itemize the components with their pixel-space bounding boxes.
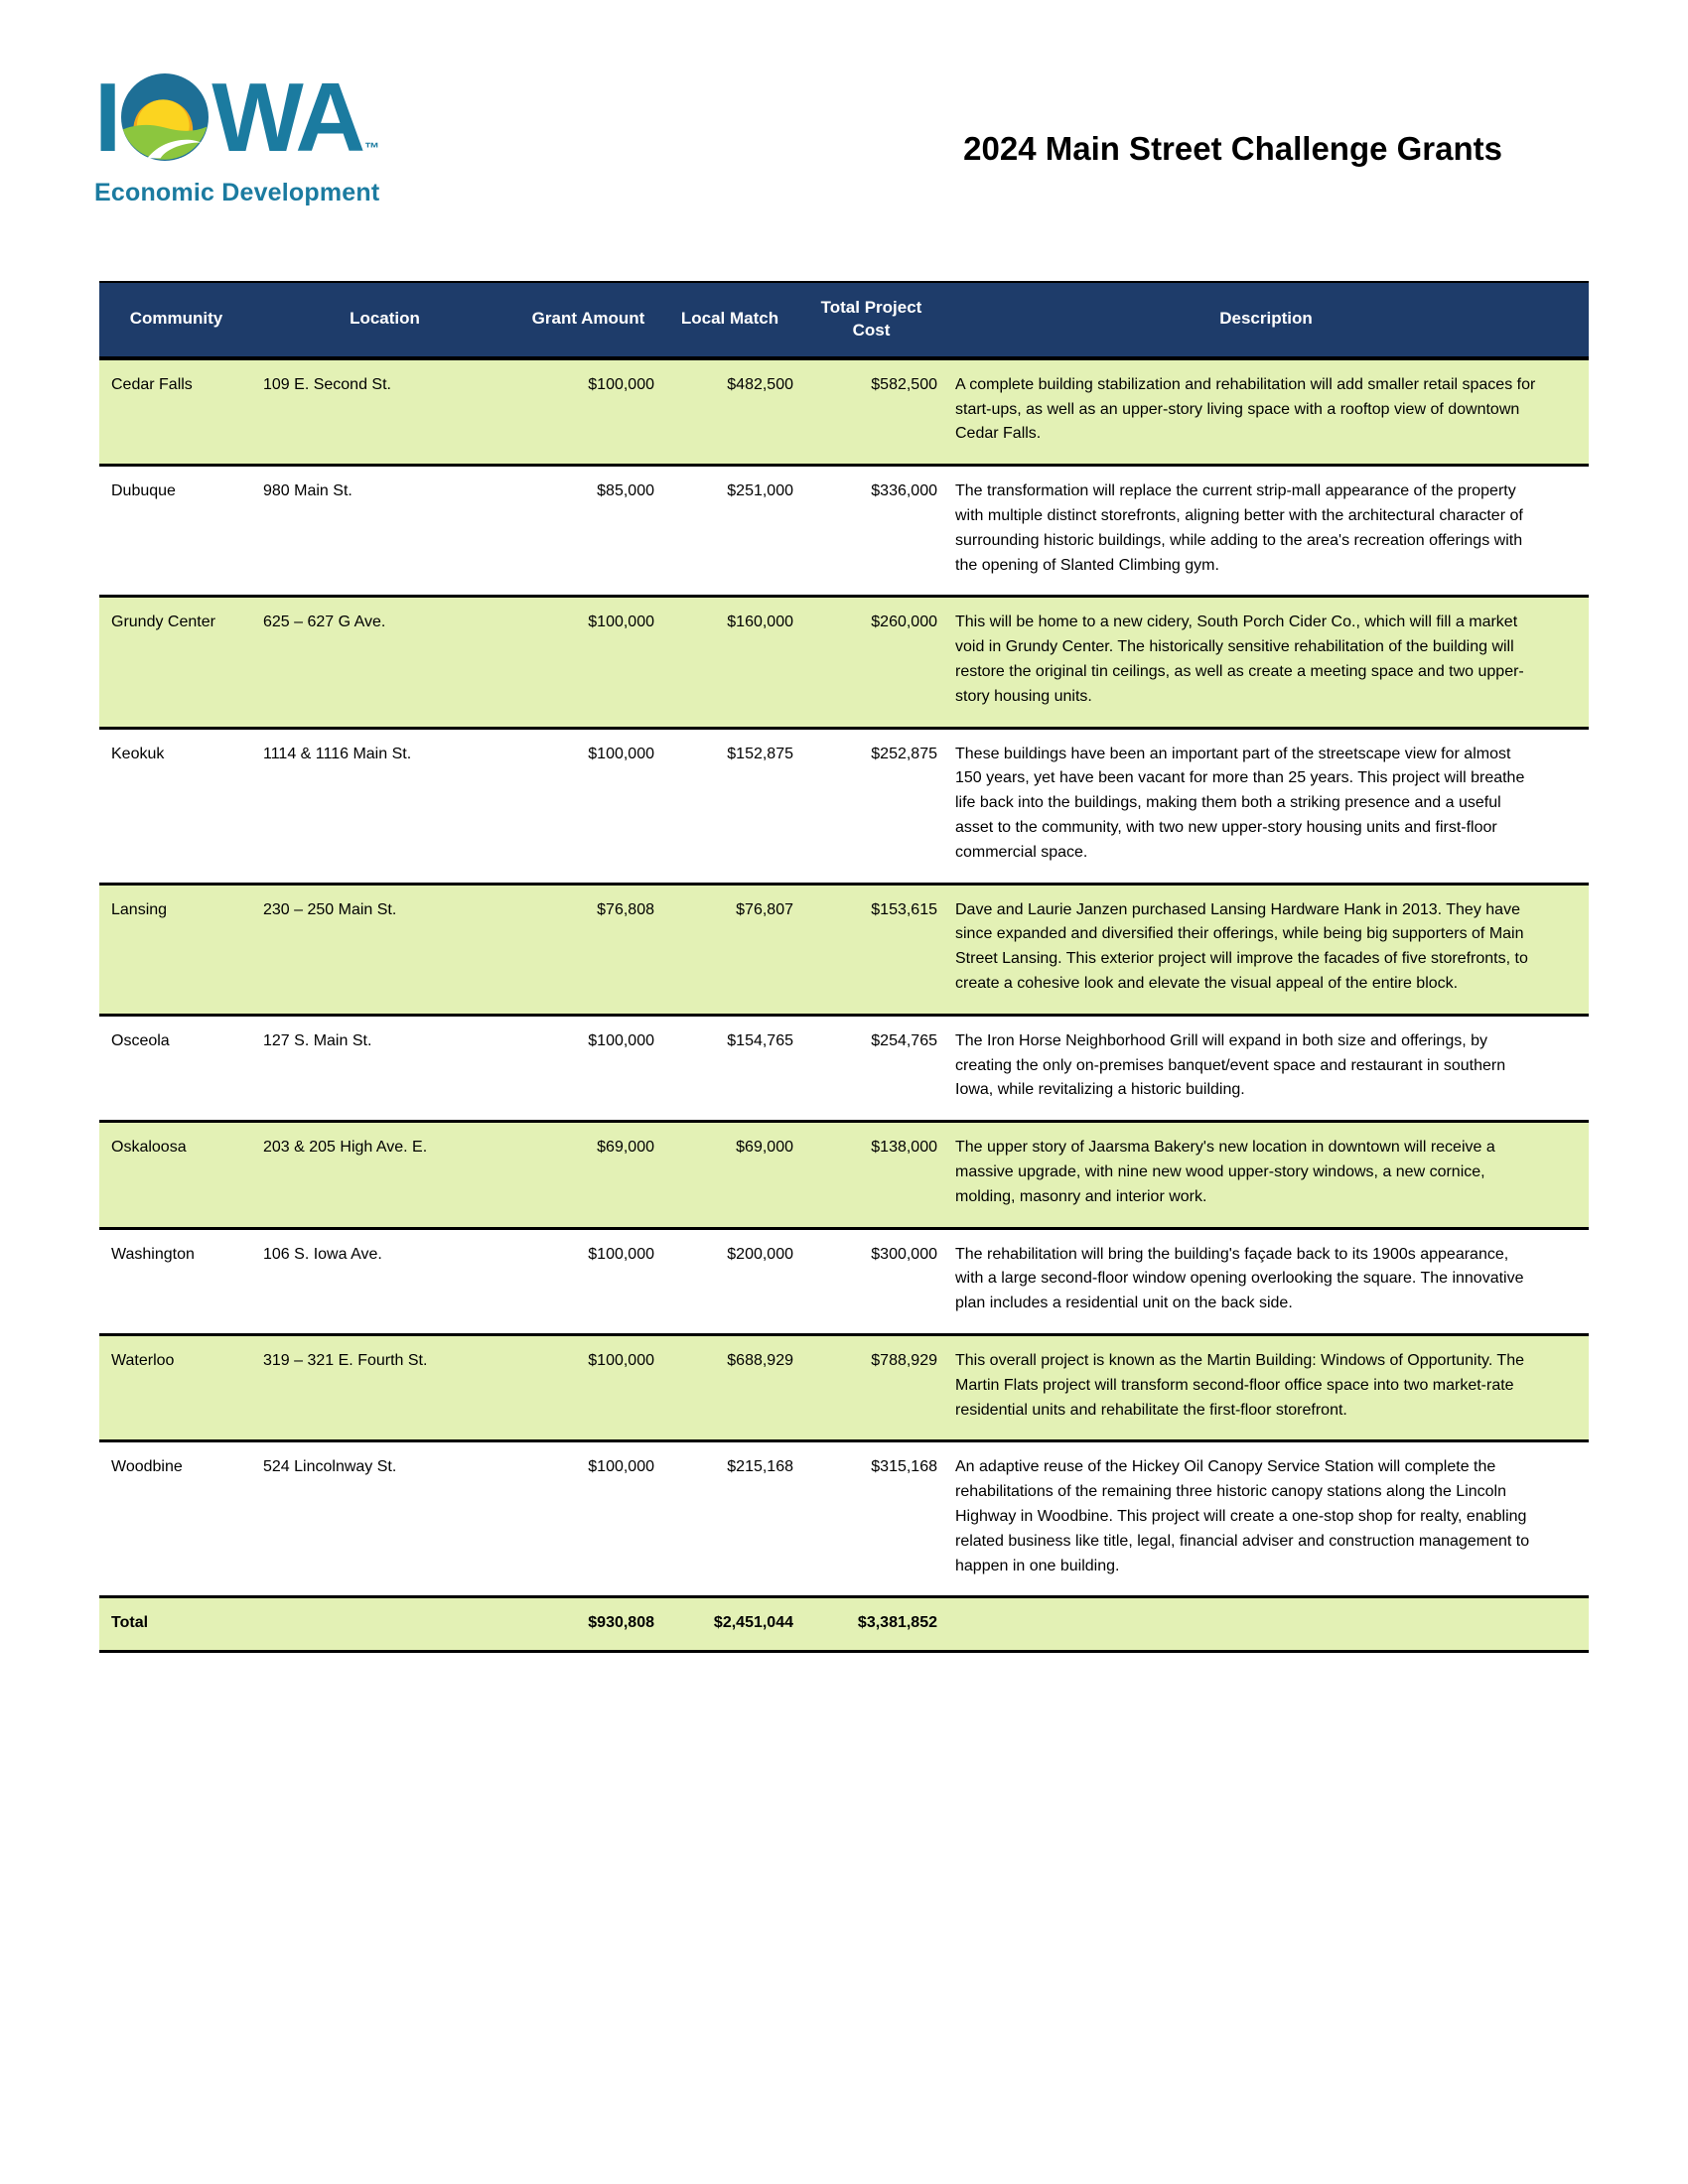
document-header xyxy=(0,0,1688,281)
community-cell: Keokuk xyxy=(99,728,253,884)
total-local-match: $2,451,044 xyxy=(660,1597,799,1652)
column-header-location: Location xyxy=(253,282,516,358)
table-row xyxy=(99,597,1589,728)
community-cell: Osceola xyxy=(99,1015,253,1121)
total-description-empty xyxy=(943,1597,1589,1652)
location-cell: 127 S. Main St. xyxy=(253,1015,516,1121)
total-project-cost-cell: $315,168 xyxy=(799,1441,943,1597)
community-cell: Waterloo xyxy=(99,1334,253,1440)
column-header-grant-amount: Grant Amount xyxy=(516,282,660,358)
header-row xyxy=(99,282,1589,358)
description-cell: A complete building stabilization and rehabilitation will add smaller retail spaces for start-ups, as well as an upper-story living space with a rooftop view of downtown Cedar Falls. xyxy=(943,358,1589,466)
column-header-total-project-cost: Total Project Cost xyxy=(799,282,943,358)
total-project-cost-cell: $260,000 xyxy=(799,597,943,728)
community-cell: Dubuque xyxy=(99,466,253,597)
grants-table-body xyxy=(99,358,1589,1597)
location-cell: 230 – 250 Main St. xyxy=(253,884,516,1015)
grant-amount-cell: $100,000 xyxy=(516,1334,660,1440)
total-project-cost-cell: $254,765 xyxy=(799,1015,943,1121)
location-cell: 109 E. Second St. xyxy=(253,358,516,466)
column-header-description: Description xyxy=(943,282,1589,358)
community-cell: Grundy Center xyxy=(99,597,253,728)
table-row xyxy=(99,884,1589,1015)
grant-amount-cell: $100,000 xyxy=(516,1015,660,1121)
local-match-cell: $688,929 xyxy=(660,1334,799,1440)
column-header-community: Community xyxy=(99,282,253,358)
table-row xyxy=(99,1015,1589,1121)
location-cell: 319 – 321 E. Fourth St. xyxy=(253,1334,516,1440)
iowa-economic-development-logo xyxy=(94,63,380,207)
local-match-cell: $251,000 xyxy=(660,466,799,597)
table-row xyxy=(99,358,1589,466)
total-project-cost-cell: $336,000 xyxy=(799,466,943,597)
grant-amount-cell: $100,000 xyxy=(516,728,660,884)
total-project-cost-cell: $138,000 xyxy=(799,1122,943,1228)
grants-table-header xyxy=(99,282,1589,358)
grant-amount-cell: $69,000 xyxy=(516,1122,660,1228)
page-title: 2024 Main Street Challenge Grants xyxy=(963,130,1502,167)
grant-amount-cell: $100,000 xyxy=(516,1228,660,1334)
grant-amount-cell: $100,000 xyxy=(516,597,660,728)
total-project-cost-cell: $300,000 xyxy=(799,1228,943,1334)
table-row xyxy=(99,466,1589,597)
description-cell: The transformation will replace the current strip-mall appearance of the property with multiple distinct storefronts, aligning better with the architectural character of surrounding historic buildings, while adding to the area's recreation offerings with the opening of Slanted Climbing gym. xyxy=(943,466,1589,597)
table-row xyxy=(99,1334,1589,1440)
iowa-logo-wordmark xyxy=(94,63,380,172)
grants-table xyxy=(99,281,1589,1653)
table-row xyxy=(99,1228,1589,1334)
local-match-cell: $69,000 xyxy=(660,1122,799,1228)
table-row xyxy=(99,728,1589,884)
grant-amount-cell: $100,000 xyxy=(516,1441,660,1597)
community-cell: Cedar Falls xyxy=(99,358,253,466)
total-project-cost: $3,381,852 xyxy=(799,1597,943,1652)
community-cell: Lansing xyxy=(99,884,253,1015)
sun-landscape-icon xyxy=(121,73,209,161)
total-grant-amount: $930,808 xyxy=(516,1597,660,1652)
description-cell: This overall project is known as the Martin Building: Windows of Opportunity. The Martin Flats project will transform second-floor office space into two market-rate residential units and rehabilitate the first-floor storefront. xyxy=(943,1334,1589,1440)
local-match-cell: $160,000 xyxy=(660,597,799,728)
location-cell: 106 S. Iowa Ave. xyxy=(253,1228,516,1334)
location-cell: 1114 & 1116 Main St. xyxy=(253,728,516,884)
local-match-cell: $152,875 xyxy=(660,728,799,884)
trademark-symbol: ™ xyxy=(364,140,380,157)
grant-amount-cell: $76,808 xyxy=(516,884,660,1015)
column-header-local-match: Local Match xyxy=(660,282,799,358)
community-cell: Oskaloosa xyxy=(99,1122,253,1228)
local-match-cell: $200,000 xyxy=(660,1228,799,1334)
total-project-cost-cell: $788,929 xyxy=(799,1334,943,1440)
total-location-empty xyxy=(253,1597,516,1652)
location-cell: 524 Lincolnway St. xyxy=(253,1441,516,1597)
community-cell: Washington xyxy=(99,1228,253,1334)
local-match-cell: $154,765 xyxy=(660,1015,799,1121)
total-label: Total xyxy=(99,1597,253,1652)
community-cell: Woodbine xyxy=(99,1441,253,1597)
total-project-cost-cell: $252,875 xyxy=(799,728,943,884)
total-project-cost-cell: $153,615 xyxy=(799,884,943,1015)
grants-table-footer xyxy=(99,1597,1589,1652)
description-cell: An adaptive reuse of the Hickey Oil Canopy Service Station will complete the rehabilitations of the remaining three historic canopy stations along the Lincoln Highway in Woodbine. This project will create a one-stop shop for realty, enabling related business like title, legal, financial adviser and construction management to happen in one building. xyxy=(943,1441,1589,1597)
location-cell: 980 Main St. xyxy=(253,466,516,597)
location-cell: 203 & 205 High Ave. E. xyxy=(253,1122,516,1228)
description-cell: Dave and Laurie Janzen purchased Lansing Hardware Hank in 2013. They have since expanded and diversified their offerings, while being big supporters of Main Street Lansing. This exterior project will improve the facades of five storefronts, to create a cohesive look and elevate the visual appeal of the entire block. xyxy=(943,884,1589,1015)
logo-subtitle: Economic Development xyxy=(94,179,380,206)
local-match-cell: $482,500 xyxy=(660,358,799,466)
description-cell: The rehabilitation will bring the building's façade back to its 1900s appearance, with a large second-floor window opening overlooking the square. The innovative plan includes a residential unit on the back side. xyxy=(943,1228,1589,1334)
table-row xyxy=(99,1122,1589,1228)
local-match-cell: $215,168 xyxy=(660,1441,799,1597)
local-match-cell: $76,807 xyxy=(660,884,799,1015)
description-cell: This will be home to a new cidery, South Porch Cider Co., which will fill a market void in Grundy Center. The historically sensitive rehabilitation of the building will restore the original tin ceilings, as well as create a meeting space and two upper-story housing units. xyxy=(943,597,1589,728)
grant-amount-cell: $100,000 xyxy=(516,358,660,466)
description-cell: The Iron Horse Neighborhood Grill will expand in both size and offerings, by creating the only on-premises banquet/event space and restaurant in southern Iowa, while revitalizing a historic building. xyxy=(943,1015,1589,1121)
total-row xyxy=(99,1597,1589,1652)
table-row xyxy=(99,1441,1589,1597)
logo-letter-i: I xyxy=(94,63,119,172)
total-project-cost-cell: $582,500 xyxy=(799,358,943,466)
description-cell: These buildings have been an important part of the streetscape view for almost 150 years, yet have been vacant for more than 25 years. This project will breathe life back into the buildings, making them both a striking presence and a useful asset to the community, with two new upper-story housing units and first-floor commercial space. xyxy=(943,728,1589,884)
description-cell: The upper story of Jaarsma Bakery's new location in downtown will receive a massive upgrade, with nine new wood upper-story windows, a new cornice, molding, masonry and interior work. xyxy=(943,1122,1589,1228)
grant-amount-cell: $85,000 xyxy=(516,466,660,597)
logo-letters-wa: WA xyxy=(211,63,363,172)
location-cell: 625 – 627 G Ave. xyxy=(253,597,516,728)
